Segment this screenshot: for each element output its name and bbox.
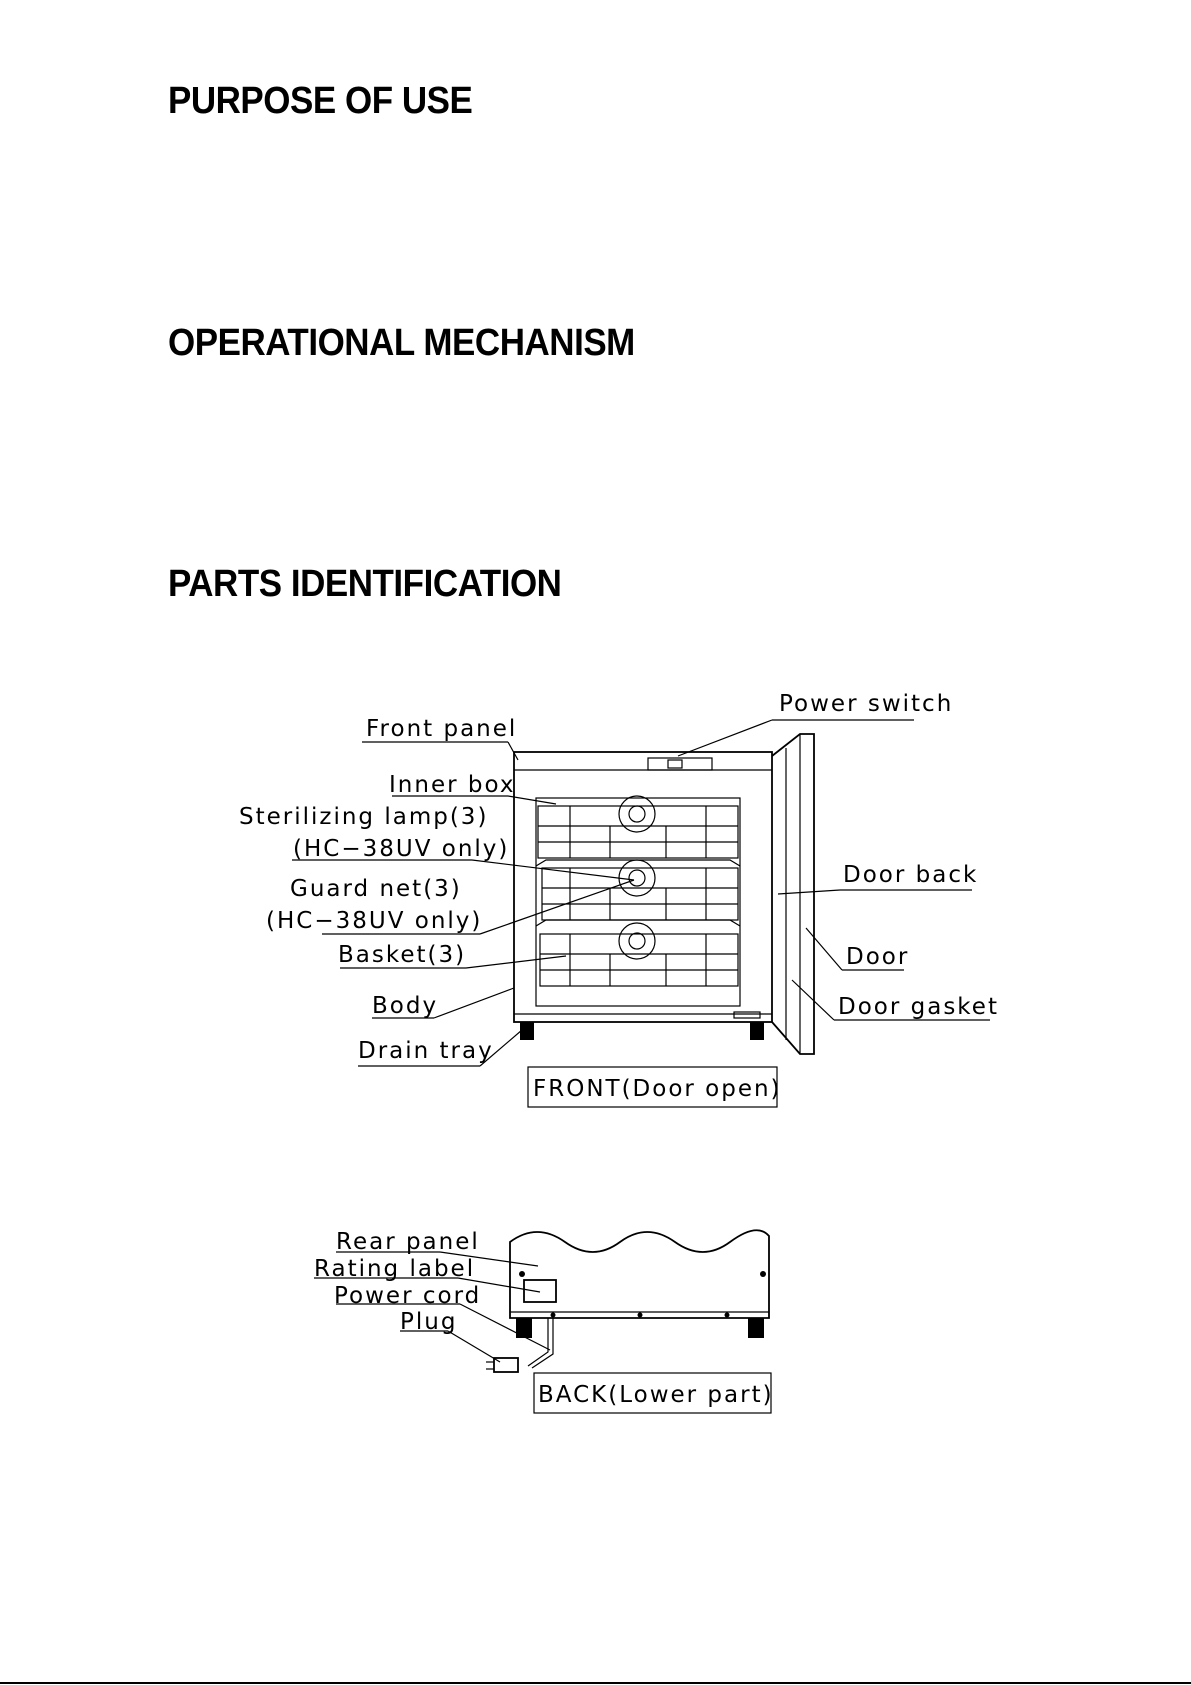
sterilizing-lamp-2 <box>619 860 655 896</box>
label-plug: Plug <box>400 1309 458 1335</box>
label-guard-net: Guard net(3) <box>290 876 462 902</box>
front-view-drawing <box>514 734 814 1054</box>
label-guard-net-note: (HC−38UV only) <box>266 908 483 934</box>
heading-purpose-of-use: PURPOSE OF USE <box>168 80 473 122</box>
label-basket: Basket(3) <box>338 942 467 968</box>
label-body: Body <box>372 993 439 1019</box>
label-rating-label: Rating label <box>314 1256 476 1282</box>
basket-3 <box>540 934 738 986</box>
cabinet-body <box>514 752 772 1022</box>
front-foot-left <box>520 1022 534 1040</box>
inner-box <box>536 798 740 1006</box>
label-inner-box: Inner box <box>389 772 516 798</box>
back-view-drawing <box>486 1230 769 1372</box>
label-door-gasket: Door gasket <box>838 994 999 1020</box>
caption-back: BACK(Lower part) <box>538 1382 774 1408</box>
label-power-cord: Power cord <box>334 1283 482 1309</box>
label-sterilizing-lamp: Sterilizing lamp(3) <box>239 804 489 830</box>
basket-2 <box>542 868 738 920</box>
heading-parts-identification: PARTS IDENTIFICATION <box>168 563 562 605</box>
label-door: Door <box>846 944 910 970</box>
label-sterilizing-lamp-note: (HC−38UV only) <box>293 836 510 862</box>
back-foot-left <box>516 1318 532 1338</box>
bottom-rule <box>0 1682 1191 1684</box>
caption-front: FRONT(Door open) <box>533 1076 782 1102</box>
back-foot-right <box>748 1318 764 1338</box>
label-rear-panel: Rear panel <box>336 1229 480 1255</box>
heading-operational-mechanism: OPERATIONAL MECHANISM <box>168 322 635 364</box>
label-front-panel: Front panel <box>366 716 518 742</box>
rear-panel <box>510 1230 769 1318</box>
drain-tray <box>734 1012 760 1018</box>
label-power-switch: Power switch <box>779 691 954 717</box>
label-drain-tray: Drain tray <box>358 1038 494 1064</box>
rating-label <box>524 1280 556 1302</box>
label-door-back: Door back <box>843 862 979 888</box>
front-foot-right <box>750 1022 764 1040</box>
